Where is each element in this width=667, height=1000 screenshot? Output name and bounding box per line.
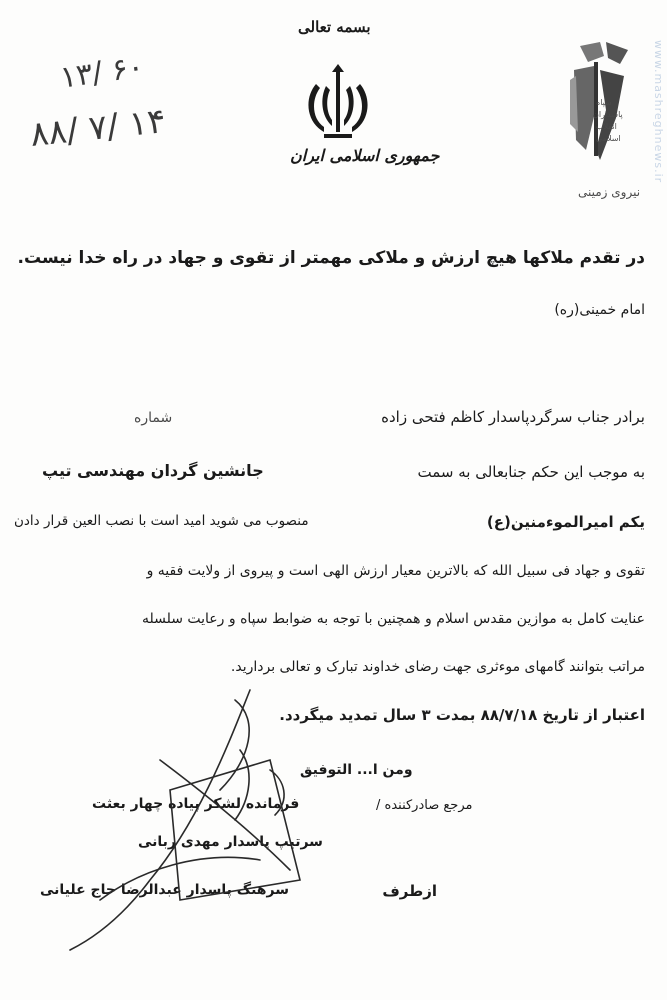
from-label: ازطرف xyxy=(382,882,437,900)
number-stamp: ۱۳/ ۶۰ xyxy=(57,49,147,96)
ground-force-caption: نیروی زمینی xyxy=(578,185,641,199)
body-line-2a: یکم امیرالموءمنین(ع) xyxy=(486,513,645,531)
corps-caption-1: سپاه xyxy=(596,98,612,107)
body-line-1a: به موجب این حکم جنابعالی به سمت xyxy=(417,463,645,481)
basmala: بسمه تعالی xyxy=(298,18,371,36)
from-name: سرهنگ پاسدار عبدالرضا حاج علیانی xyxy=(40,882,289,898)
quote-author: امام خمینی(ره) xyxy=(554,302,645,318)
addressee: برادر جناب سرگردپاسدار کاظم فتحی زاده xyxy=(381,408,645,426)
body-line-3: تقوی و جهاد فی سبیل الله که بالاترین معیار ارزش الهی است و پیروی از ولایت فقیه و xyxy=(146,563,645,579)
issuer-title: فرمانده لشکر پیاده چهار بعثت xyxy=(92,796,300,812)
khomeini-quote: در تقدم ملاکها هیچ ارزش و ملاکی مهمتر از تقوی و جهاد در راه خدا نیست. xyxy=(17,248,645,268)
date-stamp: ۸۸/ ۷/ ۱۴ xyxy=(28,101,168,155)
iran-emblem-icon xyxy=(302,64,374,142)
number-label: شماره xyxy=(134,410,173,426)
issuer-label: مرجع صادرکننده / xyxy=(376,798,473,813)
corps-caption-2: پاسداران xyxy=(593,110,623,119)
body-line-5: مراتب بتوانند گامهای موءثری جهت رضای خداوند تبارک و تعالی بردارید. xyxy=(230,659,645,675)
corps-caption-3: انقلاب xyxy=(596,122,617,131)
validity-line: اعتبار از تاریخ ۸۸/۷/۱۸ بمدت ۳ سال تمدید میگردد. xyxy=(279,706,645,724)
country-name: جمهوری اسلامی ایران xyxy=(290,146,440,165)
watermark: www.mashreghnews.ir xyxy=(652,40,665,184)
closing-phrase: ومن ا... التوفیق xyxy=(300,762,413,778)
body-line-1b: جانشین گردان مهندسی تیپ xyxy=(42,461,264,480)
body-line-4: عنایت کامل به موازین مقدس اسلام و همچنین با توجه به ضوابط سپاه و رعایت سلسله xyxy=(141,611,645,627)
corps-caption-4: اسلامی xyxy=(596,134,621,143)
body-line-2b: منصوب می شوید امید است با نصب العین قرار دادن xyxy=(14,513,309,529)
issuer-name: سرتیپ پاسدار مهدی ربانی xyxy=(138,834,323,850)
